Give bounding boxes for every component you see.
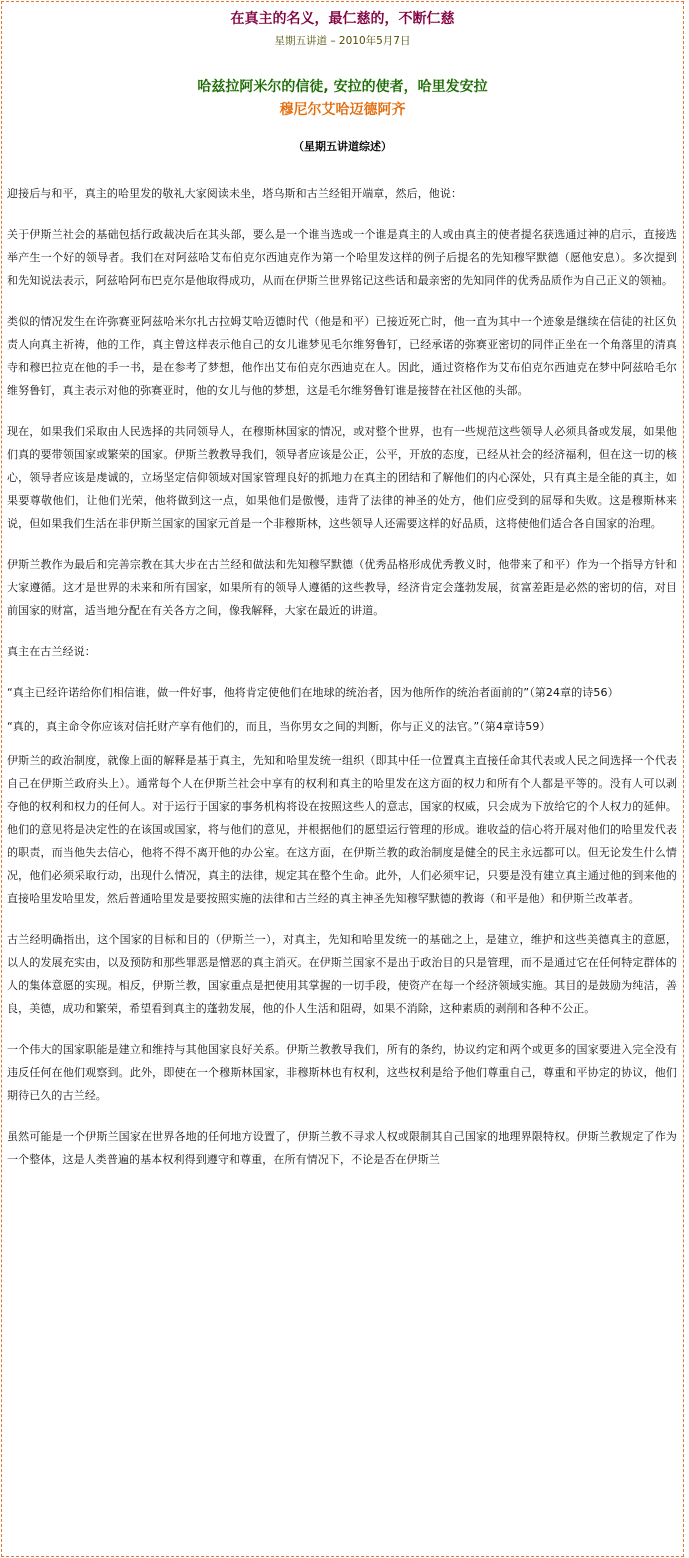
summary-label: （星期五讲道综述） [293, 140, 392, 153]
page-frame [1, 1, 684, 1557]
paragraph-11: 一个伟大的国家职能是建立和维持与其他国家良好关系。伊斯兰教教导我们，所有的条约，协议约定和两个或更多的国家要进入完全没有违反任何在他们观察到。此外，即使在一个穆斯林国家，非穆斯林也有权利，这些权利是给予他们尊重自己，尊重和平协定的协议，他们期待已久的古兰经。 [7, 1043, 677, 1102]
paragraph-quran-intro: 真主在古兰经说： [7, 645, 96, 658]
quote-24-56: “真主已经许诺给你们相信谁，做一件好事，他将肯定使他们在地球的统治者，因为他所作的统治者面前的”（第24章的诗56） [7, 686, 619, 699]
paragraph-9: 伊斯兰的政治制度，就像上面的解释是基于真主，先知和哈里发统一组织（即其中任一位置真主直接任命其代表或人民之间选择一个代表自己在伊斯兰政府头上）。通常每个人在伊斯兰社会中享有的权利和真主的哈里发在这方面的权力和所有个人都是平等的。没有人可以剥夺他的权利和权力的任何人。对于运行于国家的事务机构将设在按照这些人的意志，国家的权威，只会成为下放给它的个人权力的延伸。他们的意见将是决定性的在该国或国家，将与他们的意见，并根据他们的愿望运行管理的形成。谁收益的信心将开展对他们的哈里发代表的职责，而当他失去信心，他将不得不离开他的办公室。在这方面，在伊斯兰教的政治制度是健全的民主永远都可以。但无论发生什么情况，他们必须采取行动，出现什么情况，真主的法律，规定其在整个生命。此外，人们必须牢记，只要是没有建立真主通过他的到来他的直接哈里发哈里发，然后普通哈里发是要按照实施的法律和古兰经的真主神圣先知穆罕默德的教诲（和平是他）和伊斯兰改革者。 [7, 754, 677, 905]
paragraph-12: 虽然可能是一个伊斯兰国家在世界各地的任何地方设置了，伊斯兰教不寻求人权或限制其自己国家的地理界限特权。伊斯兰教规定了作为一个整体，这是人类普遍的基本权利得到遵守和尊重，在所有情况下，不论是否在伊斯兰 [7, 1130, 677, 1166]
khalifa-heading: 哈兹拉阿米尔的信徒, 安拉的使者，哈里发安拉 [197, 79, 488, 95]
khalifa-name: 穆尼尔艾哈迈德阿齐 [279, 102, 406, 118]
paragraph-10: 古兰经明确指出，这个国家的目标和目的（伊斯兰一），对真主，先知和哈里发统一的基础之上，是建立，维护和这些美德真主的意愿，以人的发展充实由，以及预防和那些罪恶是憎恶的真主消灭。在伊斯兰国家不是出于政治目的只是管理，而不是通过它在任何特定群体的人的集体意愿的实现。相反，伊斯兰教，国家重点是把使用其掌握的一切手段，使资产在每一个经济领域实施。其目的是鼓励为纯洁，善良，美德，成功和繁荣，希望看到真主的蓬勃发展，他的仆人生活和阻碍，如果不消除，这种素质的剥削和各种不公正。 [7, 933, 677, 1015]
page-subtitle: 星期五讲道 – 2010年5月7日 [274, 35, 411, 47]
paragraph-3: 类似的情况发生在许弥赛亚阿兹哈米尔扎古拉姆艾哈迈德时代（他是和平）已接近死亡时，他一直为其中一个迹象是继续在信徒的社区负责人向真主祈祷，他的工作，真主曾这样表示他自己的女儿谁梦见毛尔维努鲁钉，已经承诺的弥赛亚密切的同伴正坐在一个角落里的清真寺和穆巴拉克在他的手一书，是在参考了梦想，他作出艾布伯克尔西迪克在人。因此，通过资格作为艾布伯克尔西迪克在梦中阿兹哈毛尔维努鲁钉，真主表示对他的弥赛亚时，他的女儿与他的梦想，这是毛尔维努鲁钉谁是接替在社区他的头部。 [7, 315, 677, 397]
paragraph-5: 伊斯兰教作为最后和完善宗教在其大步在古兰经和做法和先知穆罕默德（优秀品格形成优秀教义时，他带来了和平）作为一个指导方针和大家遵循。这才是世界的未来和所有国家，如果所有的领导人遵循的这些教导，经济肯定会蓬勃发展，贫富差距是必然的密切的信，对目前国家的财富，适当地分配在有关各方之间，像我解释，大家在最近的讲道。 [7, 558, 677, 617]
quote-4-59: “真的，真主命令你应该对信托财产享有他们的，而且，当你男女之间的判断，你与正义的法官。”（第4章诗59） [7, 720, 551, 733]
paragraph-2: 关于伊斯兰社会的基础包括行政裁决后在其头部，要么是一个谁当选或一个谁是真主的人或由真主的使者提名获选通过神的启示，直接选举产生一个好的领导者。我们在对阿兹哈艾布伯克尔西迪克作为第一个哈里发这样的例子后提名的先知穆罕默德（愿他安息）。多次提到和先知说法表示，阿兹哈阿布巴克尔是他取得成功，从而在伊斯兰世界铭记这些话和最亲密的先知同伴的优秀品质作为自己正义的领袖。 [7, 228, 677, 287]
page-title: 在真主的名义，最仁慈的，不断仁慈 [230, 11, 455, 27]
sermon-body [2, 182, 683, 1171]
paragraph-4: 现在，如果我们采取由人民选择的共同领导人，在穆斯林国家的情况，或对整个世界，也有一些规范这些领导人必须具备或发展，如果他们真的要带领国家或繁荣的国家。伊斯兰教教导我们，领导者应该是公正，公平，开放的态度，已经从社会的经济福利，但在这一切的核心，领导者应该是虔诚的，立场坚定信仰领域对国家管理良好的抓地力在真主的团结和了解他们的内心深处，只有真主是全能的真主，如果要尊敬他们，让他们光荣，他将做到这一点，如果他们是傲慢，违背了法律的神圣的处方，他们应受到的屈辱和失败。这是穆斯林来说，但如果我们生活在非伊斯兰国家的国家元首是一个非穆斯林，这些领导人还需要这样的好品质，这将使他们适合各自国家的治理。 [7, 425, 677, 530]
paragraph-1: 迎接后与和平，真主的哈里发的敬礼大家阅读未坐，塔乌斯和古兰经钼开端章，然后，他说： [7, 187, 463, 200]
